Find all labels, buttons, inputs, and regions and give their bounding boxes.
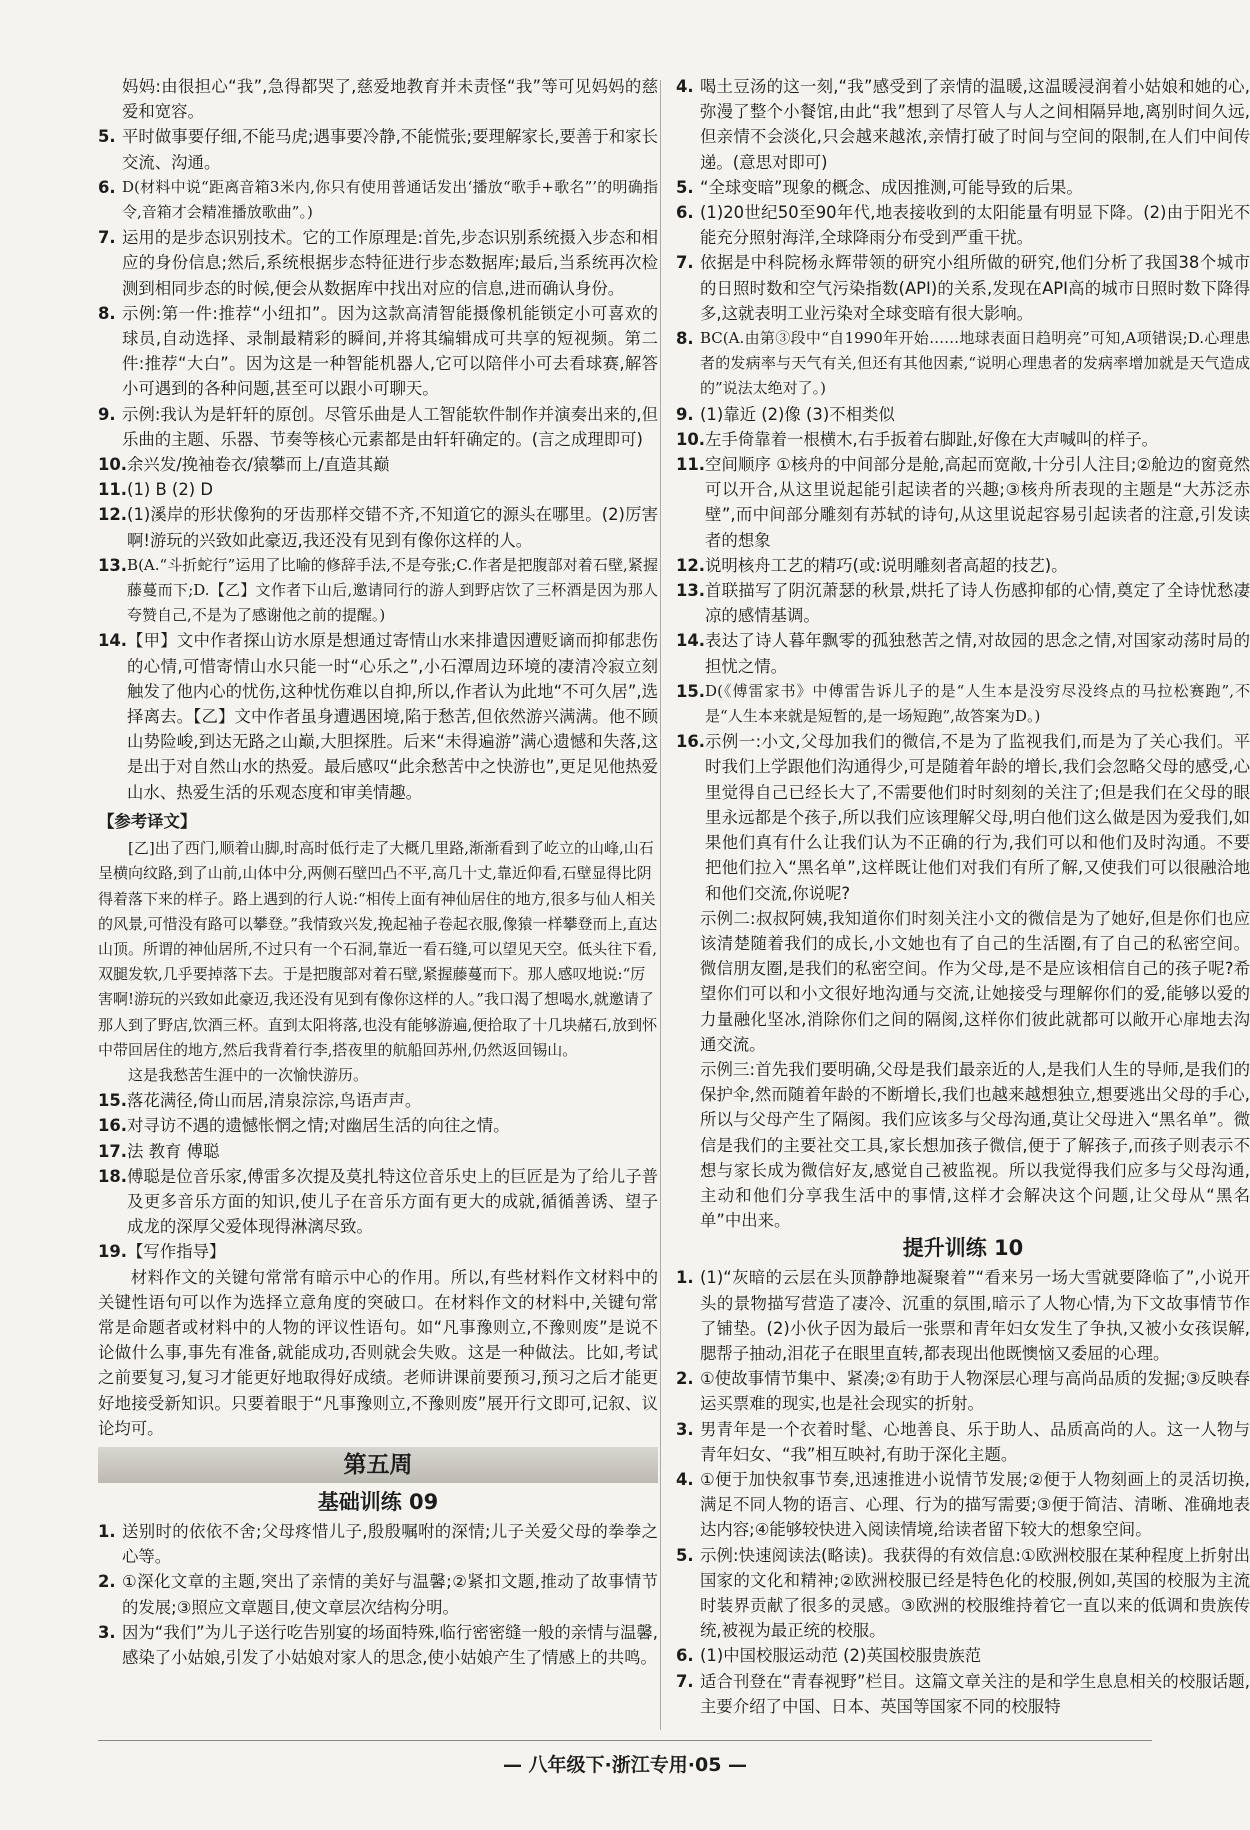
answer-text: 示例一:小文,父母加我们的微信,不是为了监视我们,而是为了关心我们。平时我们上学跟他们沟通得少,可是随着年龄的增长,我们会忽略父母的感受,心里觉得自己已经长大了,不需要他们时时刻刻的关注了;但是我们在父母的眼里永远都是个孩子,所以我们应该理解父母,明白他们这么做是因为爱我们,如果他们真有什么让我们认为不正确的行为,我们可以和他们及时沟通。不要把他们拉入“黑名单”,这样既让他们对我们有所了解,又使我们可以很融洽地和他们交流,你说呢? — [705, 732, 1250, 903]
answer-number: 11. — [676, 455, 706, 475]
answer-text: 首联描写了阴沉萧瑟的秋景,烘托了诗人伤感抑郁的心情,奠定了全诗忧愁凄凉的感情基调。 — [705, 581, 1250, 626]
answer-item — [98, 1088, 658, 1113]
answer-number: 7. — [676, 253, 694, 273]
answer-number: 16. — [676, 732, 706, 752]
answer-text: 男青年是一个衣着时髦、心地善良、乐于助人、品质高尚的人。这一人物与青年妇女、“我”相互映衬,有助于深化主题。 — [700, 1419, 1250, 1464]
answer-text: (1)溪岸的形状像狗的牙齿那样交错不齐,不知道它的源头在哪里。(2)厉害啊!游玩的兴致如此豪迈,我还没有见到有像你这样的人。 — [127, 505, 658, 550]
answer-item — [98, 628, 658, 804]
answer-text: 示例三:首先我们要明确,父母是我们最亲近的人,是我们人生的导师,是我们的保护伞,然而随着年龄的不断增长,我们也越来越想独立,想要逃出父母的手心,所以与父母产生了隔阂。我们应该多与父母沟通,莫让父母进入“黑名单”。微信是我们的主要社交工具,家长想加孩子微信,便于了解孩子,而孩子则表示不想与家长成为微信好友,感觉自己被监视。所以我觉得我们应多与父母沟通,主动和他们分享我生活中的事情,这样才会解决这个问题,让父母从“黑名单”中出来。 — [700, 1059, 1250, 1231]
answer-text: “全球变暗”现象的概念、成因推测,可能导致的后果。 — [700, 177, 1083, 197]
answer-item — [676, 175, 1250, 200]
answer-number: 10. — [676, 429, 706, 449]
answer-item — [98, 74, 658, 124]
answer-item — [676, 326, 1250, 402]
right-column — [676, 74, 1250, 1719]
answer-text: 示例:快速阅读法(略读)。我获得的有效信息:①欧洲校服在某种程度上折射出国家的文化和精神;②欧洲校服已经是特色化的校服,例如,英国的校服为主流时装界贡献了很多的灵感。③欧洲的校服维持着它一直以来的低调和贵族传统,被视为最正统的校服。 — [700, 1545, 1250, 1641]
answer-number: 3. — [676, 1419, 694, 1439]
answer-item — [676, 553, 1250, 578]
answer-number: 15. — [676, 681, 706, 701]
answer-number: 8. — [676, 329, 694, 349]
answer-text: 对寻访不遇的遗憾怅惘之情;对幽居生活的向往之情。 — [127, 1116, 510, 1136]
answer-text: 运用的是步态识别技术。它的工作原理是:首先,步态识别系统摄入步态和相应的身份信息;然后,系统根据步态特征进行步态数据库;最后,当系统再次检测到相同步态的时候,便会从数据库中找出对应的信息,进而确认身份。 — [122, 228, 658, 298]
answer-number: 18. — [98, 1166, 128, 1186]
answer-number: 9. — [676, 404, 694, 424]
answer-text: 余兴发/挽袖卷衣/猿攀而上/直造其巅 — [127, 455, 390, 475]
answer-text: 示例:我认为是轩轩的原创。尽管乐曲是人工智能软件制作并演奏出来的,但乐曲的主题、乐器、节奏等核心元素都是由轩轩确定的。(言之成理即可) — [122, 404, 658, 449]
left-answers-2 — [98, 1088, 658, 1264]
answer-item — [676, 250, 1250, 326]
answer-text: 左手倚靠着一根横木,右手扳着右脚趾,好像在大声喊叫的样子。 — [705, 429, 1159, 449]
answer-text: 空间顺序 ①核舟的中间部分是舱,高起而宽敞,十分引人注目;②舱边的窗竟然可以开合,从这里说起能引起读者的兴趣;③核舟所表现的主题是“大苏泛赤壁”,而中间部分雕刻有苏轼的诗句,从这里说起容易引起读者的注意,引发读者的想象 — [705, 455, 1250, 550]
answer-item — [676, 1669, 1250, 1719]
answer-number: 19. — [98, 1242, 128, 1262]
answer-number: 4. — [676, 77, 694, 96]
answer-number: 13. — [98, 555, 128, 575]
answer-item — [98, 175, 658, 225]
answer-text: 依据是中科院杨永辉带领的研究小组所做的研究,他们分析了我国38个城市的日照时数和空气污染指数(API)的关系,发现在API高的城市日照时数下降得多,这就表明工业污染对全球变暗有很大影响。 — [700, 253, 1250, 323]
answer-item — [676, 402, 1250, 427]
right-answers — [676, 74, 1250, 1233]
answer-item — [98, 301, 658, 402]
column-divider — [660, 80, 661, 1730]
answer-item — [98, 225, 658, 301]
answer-text: (1)“灰暗的云层在头顶静静地凝聚着”“看来另一场大雪就要降临了”,小说开头的景物描写营造了凄冷、沉重的氛围,暗示了人物心情,为下文故事情节作了铺垫。(2)小伙子因为最后一张票和青年妇女发生了争执,又被小女孩误解,腮帮子抽动,泪花子在眼里直转,都表现出他既懊恼又委屈的心理。 — [700, 1268, 1250, 1363]
answer-text: 送别时的依依不舍;父母疼惜儿子,殷殷嘱咐的深情;儿子关爱父母的拳拳之心等。 — [122, 1521, 658, 1567]
answer-text: ①深化文章的主题,突出了亲情的美好与温馨;②紧扣文题,推动了故事情节的发展;③照应文章题目,使文章层次结构分明。 — [122, 1572, 658, 1617]
answer-number: 1. — [676, 1268, 694, 1288]
answer-text: D(材料中说“距离音箱3米内,你只有使用普通话发出‘播放“歌手+歌名”’的明确指令,音箱才会精准播放歌曲”。) — [122, 177, 658, 222]
answer-item — [98, 502, 658, 552]
answer-number: 9. — [98, 404, 116, 424]
answer-number: 5. — [98, 127, 116, 147]
answer-item — [98, 124, 658, 174]
answer-number: 6. — [676, 1646, 694, 1666]
basic-training-title: 基础训练 09 — [317, 1489, 439, 1514]
answer-number: 16. — [98, 1116, 128, 1136]
answer-item — [676, 1057, 1250, 1233]
answer-item — [98, 1239, 658, 1264]
answer-item — [98, 1113, 658, 1138]
answer-item — [676, 74, 1250, 175]
answer-item — [676, 427, 1250, 452]
reference-translation: [乙]出了西门,顺着山脚,时高时低行走了大概几里路,渐渐看到了屹立的山峰,山石呈横向纹路,到了山前,山体中分,两侧石壁凹凸不平,高几十丈,靠近仰看,石壁显得比阴得着落下来的样子。路上遇到的行人说:“相传上面有神仙居住的地方,很多与仙人相关的风景,可惜没有路可以攀登。”我情致兴发,挽起袖子卷起衣服,像猿一样攀登而上,直达山顶。所谓的神仙居所,不过只有一个石洞,靠近一看石缝,可以望见天空。低头往下看,双腿发软,几乎要掉落下去。于是把腹部对着石壁,紧握藤蔓而下。那人感叹地说:“厉害啊!游玩的兴致如此豪迈,我还没有见到有像你这样的人。”我口渴了想喝水,就邀请了那人到了野店,饮酒三杯。直到太阳将落,也没有能够游遍,便拾取了十几块赭石,放到怀中带回居住的地方,然后我背着行李,搭夜里的航船回苏州,仍然返回锡山。 — [98, 839, 658, 1059]
reference-translation-title: 【参考译文】 — [98, 811, 197, 831]
answer-item — [676, 679, 1250, 729]
answer-item — [676, 1265, 1250, 1366]
answer-text: B(A.“斗折蛇行”运用了比喻的修辞手法,不是夸张;C.作者是把腹部对着石壁,紧握藤蔓而下;D.【乙】文作者下山后,邀请同行的游人到野店饮了三杯酒是因为那人夸赞自己,不是为了感谢他之前的提醒。) — [127, 555, 658, 625]
answer-number: 12. — [676, 555, 706, 575]
left-column — [98, 74, 658, 1670]
week-title: 第五周 — [98, 1447, 658, 1483]
answer-text: 傅聪是位音乐家,傅雷多次提及莫扎特这位音乐史上的巨匠是为了给儿子普及更多音乐方面的知识,使儿子在音乐方面有更大的成就,循循善诱、望子成龙的深厚父爱体现得淋漓尽致。 — [127, 1166, 658, 1237]
answer-item — [676, 452, 1250, 553]
answer-number — [676, 906, 700, 1057]
footer-rule — [98, 1740, 1152, 1741]
answer-text: ①便于加快叙事节奏,迅速推进小说情节发展;②便于人物刻画上的灵活切换,满足不同人物的语言、心理、行为的描写需要;③便于简洁、清晰、准确地表达内容;④能够较快进入阅读情境,给读者留下较大的想象空间。 — [700, 1469, 1250, 1540]
answer-item — [676, 578, 1250, 628]
answer-text: 示例二:叔叔阿姨,我知道你们时刻关注小文的微信是为了她好,但是你们也应该清楚随着我们的成长,小文她也有了自己的生活圈,有了自己的私密空间。微信朋友圈,是我们的私密空间。作为父母,是不是应该相信自己的孩子呢?希望你们可以和小文很好地沟通与交流,让她接受与理解你们的爱,能够以爱的力量融化坚冰,消除你们之间的隔阂,这样你们彼此就都可以敞开心扉地去沟通交流。 — [700, 908, 1250, 1054]
boost-training-answers — [676, 1265, 1250, 1719]
answer-text: (1)中国校服运动范 (2)英国校服贵族范 — [700, 1646, 982, 1666]
answer-number: 6. — [98, 177, 116, 197]
answer-number: 5. — [676, 1545, 694, 1565]
reference-translation-end: 这是我愁苦生涯中的一次愉快游历。 — [128, 1065, 369, 1084]
answer-number — [98, 74, 122, 124]
answer-item — [98, 1620, 658, 1670]
answer-text: 平时做事要仔细,不能马虎;遇事要冷静,不能慌张;要理解家长,要善于和家长交流、沟通。 — [122, 127, 658, 172]
writing-guide: 材料作文的关键句常常有暗示中心的作用。所以,有些材料作文材料中的关键性语句可以作为选择立意角度的突破口。在材料作文的材料中,关键句常常是命题者或材料中的人物的评议性语句。如“凡事豫则立,不豫则废”是说不论做什么事,事先有准备,就能成功,否则就会失败。这是一种做法。比如,考试之前要复习,复习才能更好地取得好成绩。老师讲课前要预习,预习之后才能更好地接受新知识。只要着眼于“凡事豫则立,不豫则废”展开行文即可,记叙、议论均可。 — [98, 1267, 658, 1438]
answer-number — [676, 1057, 700, 1233]
answer-text: ①使故事情节集中、紧凑;②有助于人物深层心理与高尚品质的发掘;③反映春运买票难的现实,也是社会现实的折射。 — [700, 1369, 1250, 1414]
answer-text: 【写作指导】 — [127, 1242, 226, 1262]
answer-item — [676, 628, 1250, 678]
answer-text: (1) B (2) D — [127, 480, 213, 500]
answer-text: 表达了诗人暮年飘零的孤独愁苦之情,对故园的思念之情,对国家动荡时局的担忧之情。 — [705, 631, 1250, 676]
answer-item — [676, 1366, 1250, 1416]
answer-text: D(《傅雷家书》中傅雷告诉儿子的是“人生本是没穷尽没终点的马拉松赛跑”,不是“人生本来就是短暂的,是一场短跑”,故答案为D。) — [705, 681, 1250, 726]
answer-item — [98, 1569, 658, 1619]
answer-number: 1. — [98, 1521, 116, 1541]
answer-number: 8. — [98, 303, 116, 323]
left-answers — [98, 74, 658, 805]
answer-text: (1)靠近 (2)像 (3)不相类似 — [700, 404, 895, 424]
basic-training-answers — [98, 1519, 658, 1670]
answer-number: 4. — [676, 1469, 694, 1489]
answer-item — [676, 1643, 1250, 1668]
answer-text: 说明核舟工艺的精巧(或:说明雕刻者高超的技艺)。 — [705, 555, 1068, 575]
answer-number: 15. — [98, 1091, 128, 1111]
answer-item — [98, 1164, 658, 1240]
answer-number: 13. — [676, 581, 706, 601]
answer-number: 12. — [98, 505, 128, 525]
answer-item — [98, 1519, 658, 1569]
answer-number: 14. — [98, 631, 128, 651]
answer-number: 14. — [676, 631, 706, 651]
answer-text: 喝土豆汤的这一刻,“我”感受到了亲情的温暖,这温暖浸润着小姑娘和她的心,弥漫了整个小餐馆,由此“我”想到了尽管人与人之间相隔异地,离别时间久远,但亲情不会淡化,只会越来越浓,亲情打破了时间与空间的限制,在人们中间传递。(意思对即可) — [700, 77, 1250, 172]
answer-text: 落花满径,倚山而居,清泉淙淙,鸟语声声。 — [127, 1091, 422, 1111]
answer-item — [676, 906, 1250, 1057]
boost-training-title: 提升训练 10 — [902, 1236, 1024, 1261]
answer-number: 11. — [98, 480, 128, 500]
answer-item — [98, 553, 658, 629]
answer-number: 17. — [98, 1141, 128, 1161]
answer-item — [676, 200, 1250, 250]
answer-item — [98, 402, 658, 452]
answer-text: BC(A.由第③段中“自1990年开始……地球表面日趋明亮”可知,A项错误;D.心理患者的发病率与天气有关,但还有其他因素,“说明心理患者的发病率增加就是天气造成的”说法太绝对了。) — [700, 329, 1250, 398]
answer-text: 因为“我们”为儿子送行吃告别宴的场面特殊,临行密密缝一般的亲情与温馨,感染了小姑娘,引发了小姑娘对家人的思念,使小姑娘产生了情感上的共鸣。 — [122, 1622, 658, 1667]
answer-item — [676, 1543, 1250, 1644]
answer-item — [98, 452, 658, 477]
answer-text: 适合刊登在“青春视野”栏目。这篇文章关注的是和学生息息相关的校服话题,主要介绍了中国、日本、英国等国家不同的校服特 — [700, 1671, 1250, 1716]
answer-number: 7. — [98, 228, 116, 248]
answer-item — [98, 1139, 658, 1164]
answer-number: 3. — [98, 1622, 116, 1642]
answer-text: 妈妈:由很担心“我”,急得都哭了,慈爱地教育并未责怪“我”等可见妈妈的慈爱和宽容。 — [122, 77, 658, 122]
answer-number: 10. — [98, 455, 128, 475]
answer-item — [676, 1417, 1250, 1467]
answer-number: 7. — [676, 1671, 694, 1691]
answer-number: 2. — [98, 1572, 116, 1592]
answer-number: 2. — [676, 1369, 694, 1389]
answer-text: 法 教育 傅聪 — [127, 1141, 220, 1161]
answer-text: 示例:第一件:推荐“小纽扣”。因为这款高清智能摄像机能锁定小可喜欢的球员,自动选择、录制最精彩的瞬间,并将其编辑成可共享的短视频。第二件:推荐“大白”。因为这是一种智能机器人,它可以陪伴小可去看球赛,解答小可遇到的各种问题,甚至可以跟小可聊天。 — [122, 303, 658, 399]
page-footer: — 八年级下·浙江专用·05 — — [502, 1754, 748, 1776]
answer-text: 【甲】文中作者探山访水原是想通过寄情山水来排遣因遭贬谪而抑郁悲伤的心情,可惜寄情山水只能一时“心乐之”,小石潭周边环境的凄清冷寂立刻触发了他内心的忧伤,这种忧伤难以自抑,所以,作者认为此地“不可久居”,选择离去。【乙】文中作者虽身遭遇困境,陷于愁苦,但依然游兴满满。他不顾山势险峻,到达无路之山巅,大胆探胜。后来“未得遍游”满心遗憾和失落,这是出于对自然山水的热爱。最后感叹“此余愁苦中之快游也”,更足见他热爱山水、热爱生活的乐观态度和审美情趣。 — [127, 631, 658, 802]
answer-item — [98, 477, 658, 502]
answer-text: (1)20世纪50至90年代,地表接收到的太阳能量有明显下降。(2)由于阳光不能充分照射海洋,全球降雨分布受到严重干扰。 — [700, 203, 1250, 248]
answer-item — [676, 1467, 1250, 1543]
answer-number: 5. — [676, 177, 694, 197]
answer-item — [676, 729, 1250, 905]
answer-number: 6. — [676, 203, 694, 223]
